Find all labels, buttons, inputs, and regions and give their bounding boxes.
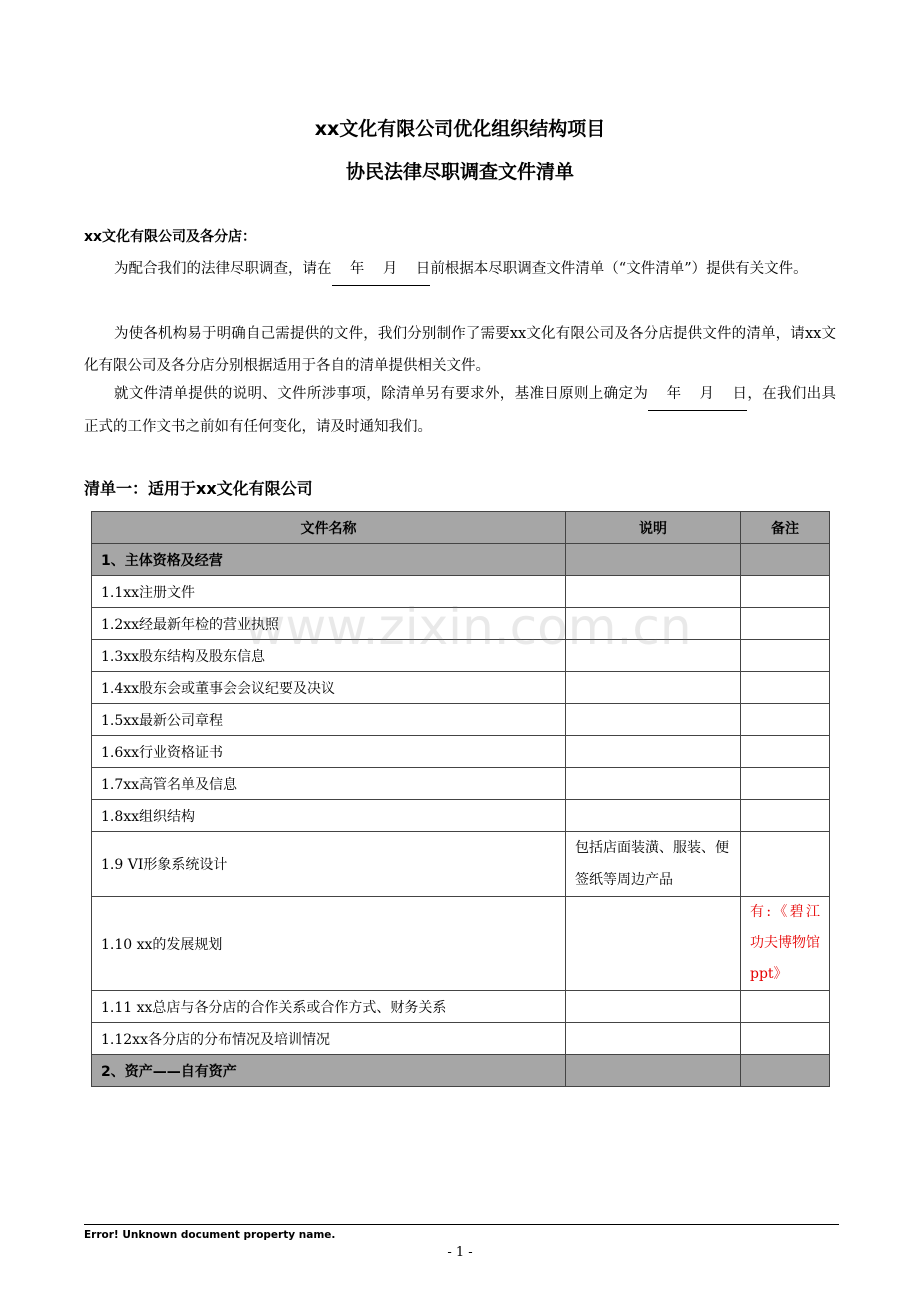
category-row [92, 544, 830, 576]
table-row [92, 672, 830, 704]
row-note: 有:《碧江功夫博物馆ppt》 [741, 897, 830, 991]
table-row [92, 1023, 830, 1055]
row-desc [566, 608, 741, 640]
paragraph-3 [84, 378, 836, 443]
row-desc [566, 640, 741, 672]
table-row [92, 608, 830, 640]
table-row [92, 704, 830, 736]
row-desc [566, 704, 741, 736]
row-name: 1.11 xx总店与各分店的合作关系或合作方式、财务关系 [92, 991, 566, 1023]
category-label: 1、主体资格及经营 [92, 544, 566, 576]
table-row [92, 736, 830, 768]
row-name: 1.12xx各分店的分布情况及培训情况 [92, 1023, 566, 1055]
section-title: 清单一：适用于xx文化有限公司 [84, 479, 313, 498]
row-name: 1.6xx行业资格证书 [92, 736, 566, 768]
p3-text-after: ，在我们出具正式的工作文书之前如有任何变化，请及时通知我们。 [84, 386, 837, 435]
row-name: 1.3xx股东结构及股东信息 [92, 640, 566, 672]
paragraph-2: 为使各机构易于明确自己需提供的文件，我们分别制作了需要xx文化有限公司及各分店提供文件的清单，请xx文化有限公司及各分店分别根据适用于各自的清单提供相关文件。 [84, 326, 836, 374]
category-row [92, 1055, 830, 1087]
row-desc [566, 736, 741, 768]
category-label: 2、资产——自有资产 [92, 1055, 566, 1087]
row-note [741, 736, 830, 768]
table-row [92, 897, 830, 991]
document-title: xx文化有限公司优化组织结构项目 [314, 118, 606, 140]
row-desc [566, 768, 741, 800]
row-name: 1.5xx最新公司章程 [92, 704, 566, 736]
footer-divider [84, 1224, 839, 1225]
table-row [92, 640, 830, 672]
watermark: www.zixin.com.cn [244, 598, 692, 656]
row-desc [566, 800, 741, 832]
row-note [741, 672, 830, 704]
category-empty-cell [741, 1055, 830, 1087]
row-note [741, 576, 830, 608]
p1-text-before: 为配合我们的法律尽职调查，请在 [114, 261, 332, 277]
document-list-table [91, 511, 830, 1087]
row-name: 1.10 xx的发展规划 [92, 897, 566, 991]
row-note [741, 768, 830, 800]
row-name: 1.2xx经最新年检的营业执照 [92, 608, 566, 640]
table-row [92, 991, 830, 1023]
category-empty-cell [741, 544, 830, 576]
row-name: 1.7xx高管名单及信息 [92, 768, 566, 800]
header-file-name: 文件名称 [92, 512, 566, 544]
header-note: 备注 [741, 512, 830, 544]
p3-date-blank: 年 月 日 [648, 378, 747, 411]
row-note [741, 1023, 830, 1055]
document-subtitle: 协民法律尽职调查文件清单 [345, 161, 574, 183]
p1-date-blank: 年 月 日 [332, 253, 431, 286]
table-header-row [92, 512, 830, 544]
table-row [92, 768, 830, 800]
footer-text: Error! Unknown document property name. [84, 1229, 336, 1241]
row-desc [566, 991, 741, 1023]
p3-text-before: 就文件清单提供的说明、文件所涉事项，除清单另有要求外，基准日原则上确定为 [114, 386, 649, 402]
row-name: 1.1xx注册文件 [92, 576, 566, 608]
row-desc: 包括店面装潢、服装、便签纸等周边产品 [566, 832, 741, 897]
row-note [741, 800, 830, 832]
salutation: xx文化有限公司及各分店： [84, 229, 257, 245]
row-name: 1.8xx组织结构 [92, 800, 566, 832]
table-row [92, 832, 830, 897]
category-empty-cell [566, 544, 741, 576]
row-desc [566, 576, 741, 608]
row-name: 1.9 VI形象系统设计 [92, 832, 566, 897]
row-desc [566, 1023, 741, 1055]
row-note [741, 991, 830, 1023]
row-note [741, 608, 830, 640]
row-desc [566, 897, 741, 991]
row-note [741, 640, 830, 672]
category-empty-cell [566, 1055, 741, 1087]
paragraph-1 [84, 253, 836, 286]
row-name: 1.4xx股东会或董事会会议纪要及决议 [92, 672, 566, 704]
row-desc [566, 672, 741, 704]
table-row [92, 800, 830, 832]
row-note [741, 832, 830, 897]
row-note [741, 704, 830, 736]
table-row [92, 576, 830, 608]
header-description: 说明 [566, 512, 741, 544]
p1-text-after: 前根据本尽职调查文件清单（“文件清单”）提供有关文件。 [430, 261, 808, 277]
page-number: - 1 - [447, 1245, 473, 1260]
